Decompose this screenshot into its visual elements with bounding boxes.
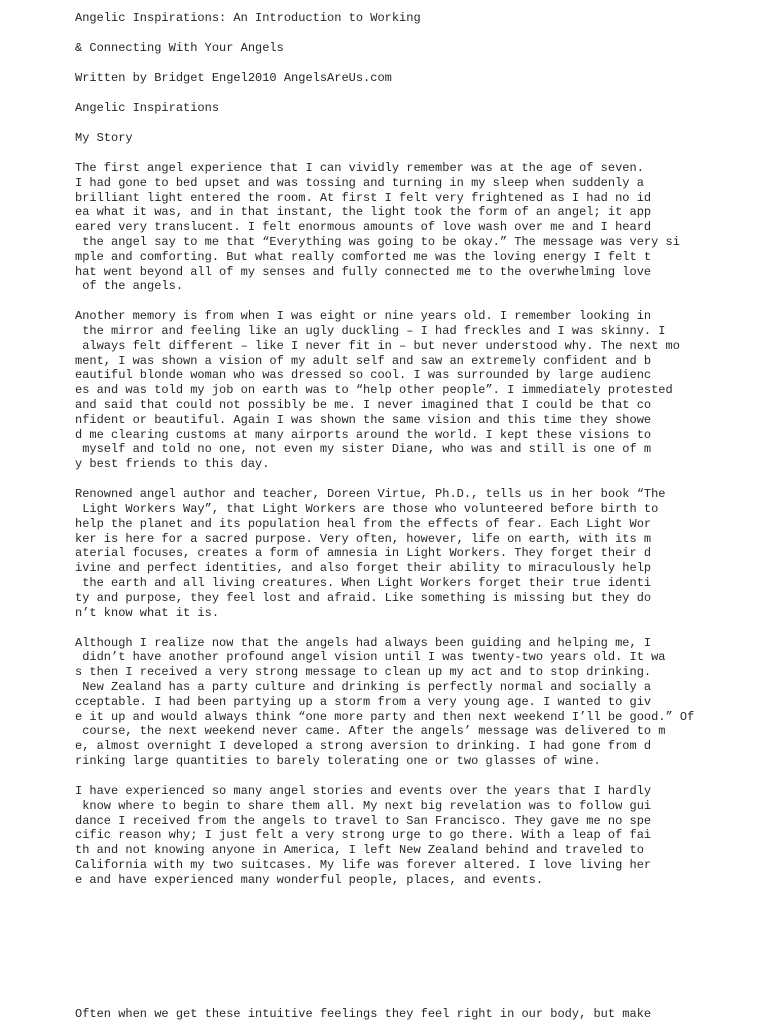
paragraph-line: ment, I was shown a vision of my adult self and saw an extremely confident and b — [75, 353, 652, 368]
paragraph — [75, 784, 755, 888]
paragraph-line: nfident or beautiful. Again I was shown the same vision and this time they showe — [75, 412, 652, 427]
paragraph-line: ker is here for a sacred purpose. Very often, however, life on earth, with its m — [75, 531, 652, 546]
paragraph-line: I had gone to bed upset and was tossing and turning in my sleep when suddenly a — [75, 175, 644, 190]
paragraph-line: cific reason why; I just felt a very strong urge to go there. With a leap of fai — [75, 828, 652, 843]
title-line-1: Angelic Inspirations: An Introduction to Working — [75, 11, 421, 25]
body-text — [75, 161, 755, 903]
paragraph — [75, 487, 755, 620]
paragraph-line: eautiful blonde woman who was dressed so cool. I was surrounded by large audienc — [75, 368, 652, 383]
paragraph-line: s then I received a very strong message to clean up my act and to stop drinking. — [75, 665, 652, 680]
paragraph-line: Although I realize now that the angels had always been guiding and helping me, I — [75, 635, 652, 650]
paragraph-line: es and was told my job on earth was to “help other people”. I immediately protested — [75, 383, 673, 398]
paragraph-line: Another memory is from when I was eight or nine years old. I remember looking in — [75, 309, 652, 324]
paragraph-line: New Zealand has a party culture and drinking is perfectly normal and socially a — [75, 679, 652, 694]
paragraph-line: e and have experienced many wonderful people, places, and events. — [75, 872, 544, 887]
byline: Written by Bridget Engel2010 AngelsAreUs.com — [75, 70, 392, 85]
paragraph-line: help the planet and its population heal from the effects of fear. Each Light Wor — [75, 516, 652, 531]
paragraph-line: eared very translucent. I felt enormous amounts of love wash over me and I heard — [75, 220, 652, 235]
paragraph-line: myself and told no one, not even my sister Diane, who was and still is one of m — [75, 442, 652, 457]
paragraph-line: the angel say to me that “Everything was going to be okay.” The message was very si — [75, 234, 680, 249]
paragraph-line: n’t know what it is. — [75, 605, 220, 620]
paragraph-line: ea what it was, and in that instant, the light took the form of an angel; it app — [75, 205, 652, 220]
trailing-line: Often when we get these intuitive feelings they feel right in our body, but make — [75, 1006, 652, 1021]
paragraph-line: Light Workers Way”, that Light Workers are those who volunteered before birth to — [75, 502, 659, 517]
book-title: Angelic Inspirations — [75, 100, 220, 115]
paragraph-line: rinking large quantities to barely tolerating one or two glasses of wine. — [75, 753, 601, 768]
paragraph — [75, 309, 755, 472]
paragraph-line: the earth and all living creatures. When Light Workers forget their true identi — [75, 576, 652, 591]
paragraph-line: hat went beyond all of my senses and fully connected me to the overwhelming love — [75, 264, 652, 279]
section-title: My Story — [75, 130, 133, 145]
paragraph-line: the mirror and feeling like an ugly duckling – I had freckles and I was skinny. I — [75, 324, 666, 339]
paragraph-line: didn’t have another profound angel vision until I was twenty-two years old. It wa — [75, 650, 666, 665]
paragraph-line: aterial focuses, creates a form of amnesia in Light Workers. They forget their d — [75, 546, 652, 561]
paragraph-line: e it up and would always think “one more party and then next weekend I’ll be good.” Of — [75, 709, 695, 724]
paragraph-line: The first angel experience that I can vividly remember was at the age of seven. — [75, 160, 644, 175]
paragraph-line: course, the next weekend never came. After the angels’ message was delivered to m — [75, 724, 666, 739]
paragraph-line: ty and purpose, they feel lost and afraid. Like something is missing but they do — [75, 590, 652, 605]
paragraph-line: cceptable. I had been partying up a storm from a very young age. I wanted to giv — [75, 694, 652, 709]
document-page — [75, 11, 755, 1022]
paragraph-line: California with my two suitcases. My life was forever altered. I love living her — [75, 857, 652, 872]
paragraph-line: always felt different – like I never fit in – but never understood why. The next mo — [75, 338, 680, 353]
paragraph-line: and said that could not possibly be me. I never imagined that I could be that co — [75, 398, 652, 413]
paragraph-line: brilliant light entered the room. At first I felt very frightened as I had no id — [75, 190, 652, 205]
paragraph-line: th and not knowing anyone in America, I left New Zealand behind and traveled to — [75, 843, 644, 858]
paragraph-line: d me clearing customs at many airports around the world. I kept these visions to — [75, 427, 652, 442]
paragraph-line: ivine and perfect identities, and also forget their ability to miraculously help — [75, 561, 652, 576]
paragraph-line: Renowned angel author and teacher, Doreen Virtue, Ph.D., tells us in her book “The — [75, 487, 666, 502]
paragraph — [75, 636, 755, 769]
paragraph-line: dance I received from the angels to travel to San Francisco. They gave me no spe — [75, 813, 652, 828]
paragraph — [75, 161, 755, 294]
paragraph-line: I have experienced so many angel stories and events over the years that I hardly — [75, 783, 652, 798]
paragraph-line: mple and comforting. But what really comforted me was the loving energy I felt t — [75, 249, 652, 264]
paragraph-line: y best friends to this day. — [75, 457, 270, 472]
paragraph-line: know where to begin to share them all. My next big revelation was to follow gui — [75, 798, 652, 813]
title-line-2: & Connecting With Your Angels — [75, 40, 284, 55]
paragraph-line: of the angels. — [75, 279, 184, 294]
paragraph-line: e, almost overnight I developed a strong aversion to drinking. I had gone from d — [75, 739, 652, 754]
